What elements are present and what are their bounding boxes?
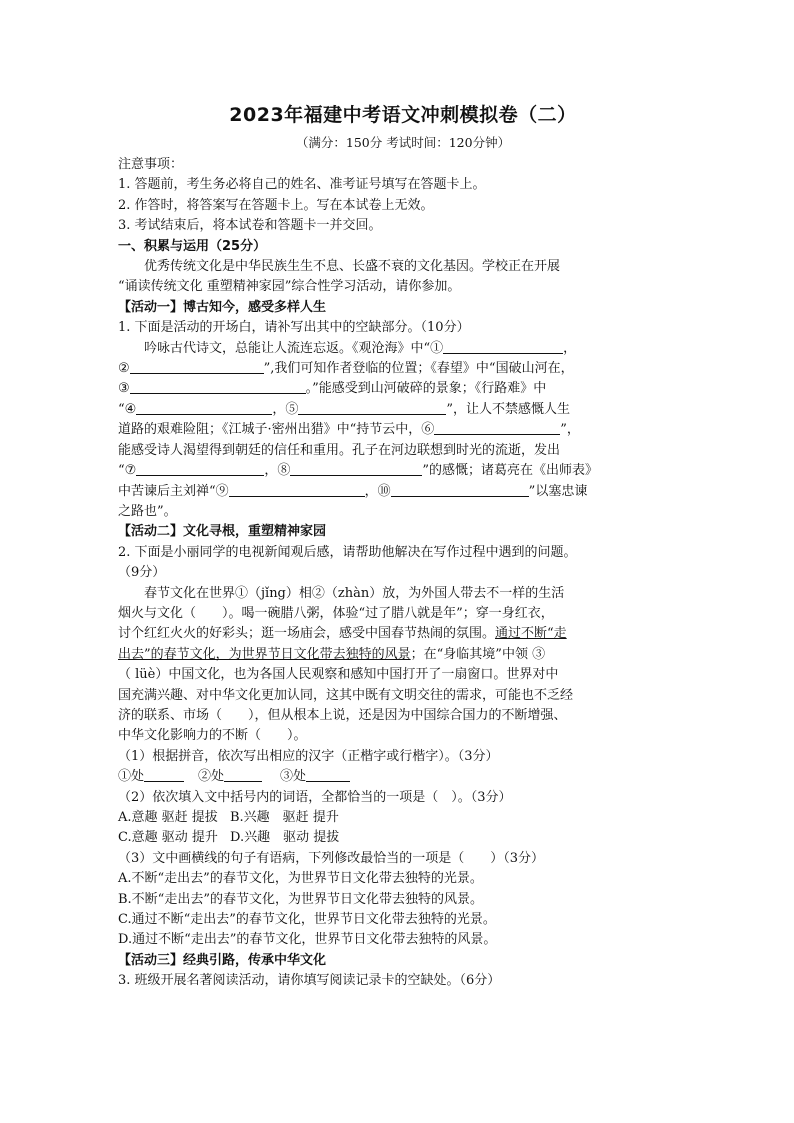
option-b[interactable]: B.不断“走出去”的春节文化，为世界节日文化带去独特的风景。 bbox=[118, 891, 483, 907]
answer-blank-9[interactable] bbox=[229, 482, 365, 497]
section-intro: “诵读传统文化 重塑精神家园”综合性学习活动，请你参加。 bbox=[118, 279, 461, 295]
subquestion-1: （1）根据拼音，依次写出相应的汉字（正楷字或行楷字）。（3分） bbox=[118, 748, 499, 764]
question-2-score: （9分） bbox=[118, 565, 166, 581]
answer-blank-2[interactable] bbox=[130, 359, 264, 374]
subquestion-1-answers: ①处 ②处 ③处 bbox=[118, 767, 688, 787]
q2-paragraph-line: （ lüè）中国文化，也为各国人民观察和感知中国打开了一扇窗口。世界对中 bbox=[118, 667, 559, 683]
q1-paragraph-line: 之路也”。 bbox=[118, 503, 177, 519]
note-item: 1. 答题前，考生务必将自己的姓名、准考证号填写在答题卡上。 bbox=[118, 177, 486, 193]
answer-blank-8[interactable] bbox=[290, 461, 422, 476]
activity1-heading: 【活动一】博古知今，感受多样人生 bbox=[118, 299, 327, 315]
page-title: 2023年福建中考语文冲刺模拟卷（二） bbox=[229, 104, 577, 126]
question-3: 3. 班级开展名著阅读活动，请你填写阅读记录卡的空缺处。（6分） bbox=[118, 973, 501, 989]
notes-heading: 注意事项： bbox=[118, 157, 184, 172]
q1-paragraph-line: 吟咏古代诗文，总能让人流连忘返。《观沧海》中“① ， bbox=[144, 340, 577, 356]
q2-paragraph-line: 讨个红红火火的好彩头；逛一场庙会，感受中国春节热闹的氛围。通过不断“走 bbox=[118, 626, 567, 642]
q2-paragraph-line: 济的联系、市场（ ），但从根本上说，还是因为中国综合国力的不断增强、 bbox=[118, 707, 567, 723]
q1-paragraph-line: 道路的艰难险阻；《江城子·密州出猎》中“持节云中，⑥ ”， bbox=[118, 422, 580, 438]
options-row bbox=[118, 828, 688, 848]
options-row bbox=[118, 808, 688, 828]
section-intro: 优秀传统文化是中华民族生生不息、长盛不衰的文化基因。学校正在开展 bbox=[144, 259, 561, 275]
answer-blank-jing[interactable] bbox=[144, 767, 184, 782]
q2-paragraph-line: 烟火与文化（ ）。喝一碗腊八粥，体验“过了腊八就是年”；穿一身红衣， bbox=[118, 605, 554, 621]
q2-paragraph-line: 出去”的春节文化，为世界节日文化带去独特的风景；在“身临其境”中领 ③ bbox=[118, 646, 546, 662]
option-b[interactable]: B.兴趣 驱赶 提升 bbox=[230, 810, 339, 825]
option-d[interactable]: D.通过不断“走出去”的春节文化，世界节日文化带去独特的风景。 bbox=[118, 932, 497, 948]
underlined-sentence: 出去”的春节文化，为世界节日文化带去独特的风景 bbox=[118, 646, 411, 662]
option-c[interactable]: C.意趣 驱动 提升 bbox=[118, 830, 218, 846]
q2-paragraph-line: 国充满兴趣、对中华文化更加认同，这其中既有文明交往的需求，可能也不乏经 bbox=[118, 687, 574, 703]
answer-blank-3[interactable] bbox=[130, 379, 306, 394]
page-subtitle: （满分：150分 考试时间：120分钟） bbox=[295, 135, 511, 150]
option-a[interactable]: A.意趣 驱赶 提拔 bbox=[118, 810, 218, 825]
option-c[interactable]: C.通过不断“走出去”的春节文化，世界节日文化带去独特的光景。 bbox=[118, 912, 496, 928]
question-2: 2. 下面是小丽同学的电视新闻观后感，请帮助他解决在写作过程中遇到的问题。 bbox=[118, 544, 577, 560]
answer-blank-4[interactable] bbox=[136, 400, 272, 415]
q1-paragraph-line: 中苦谏后主刘禅“⑨ ，⑩ ”以塞忠谏 bbox=[118, 483, 588, 499]
activity3-heading: 【活动三】经典引路，传承中华文化 bbox=[118, 952, 327, 968]
answer-blank-10[interactable] bbox=[391, 482, 529, 497]
activity2-heading: 【活动二】文化寻根，重塑精神家园 bbox=[118, 524, 327, 540]
question-1: 1. 下面是活动的开场白，请补写出其中的空缺部分。（10分） bbox=[118, 320, 470, 336]
option-a[interactable]: A.不断“走出去”的春节文化，为世界节日文化带去独特的光景。 bbox=[118, 871, 483, 887]
answer-blank-zhan[interactable] bbox=[224, 767, 262, 782]
answer-blank-1[interactable] bbox=[443, 339, 563, 354]
answer-blank-5[interactable] bbox=[298, 400, 446, 415]
q1-paragraph-line: ③ 。”能感受到山河破碎的景象；《行路难》中 bbox=[118, 381, 547, 397]
answer-blank-7[interactable] bbox=[136, 461, 264, 476]
underlined-sentence: 通过不断“走 bbox=[495, 626, 567, 642]
answer-blank-lue[interactable] bbox=[306, 767, 350, 782]
note-item: 2. 作答时，将答案写在答题卡上。写在本试卷上无效。 bbox=[118, 197, 434, 213]
note-item: 3. 考试结束后，将本试卷和答题卡一并交回。 bbox=[118, 218, 382, 234]
q1-paragraph-line: ② ”,我们可知作者登临的位置；《春望》中“国破山河在， bbox=[118, 361, 574, 377]
q1-paragraph-line: “④ ，⑤ ”，让人不禁感慨人生 bbox=[118, 401, 570, 417]
exam-page bbox=[118, 100, 688, 992]
section-heading: 一、积累与运用（25分） bbox=[118, 238, 267, 254]
q2-paragraph-line: 中华文化影响力的不断（ ）。 bbox=[118, 728, 307, 744]
q1-paragraph-line: 能感受诗人渴望得到朝廷的信任和重用。孔子在河边联想到时光的流逝，发出 bbox=[118, 442, 561, 458]
q1-paragraph-line: “⑦ ，⑧ ”的感慨；诸葛亮在《出师表》 bbox=[118, 463, 598, 479]
subquestion-3: （3）文中画横线的句子有语病，下列修改最恰当的一项是（ ）（3分） bbox=[118, 850, 545, 866]
option-d[interactable]: D.兴趣 驱动 提拔 bbox=[230, 830, 340, 846]
subquestion-2: （2）依次填入文中括号内的词语，全都恰当的一项是（ ）。（3分） bbox=[118, 789, 512, 805]
answer-blank-6[interactable] bbox=[434, 420, 560, 435]
q2-paragraph-line: 春节文化在世界①（jǐng）相②（zhàn）放，为外国人带去不一样的生活 bbox=[144, 585, 565, 601]
